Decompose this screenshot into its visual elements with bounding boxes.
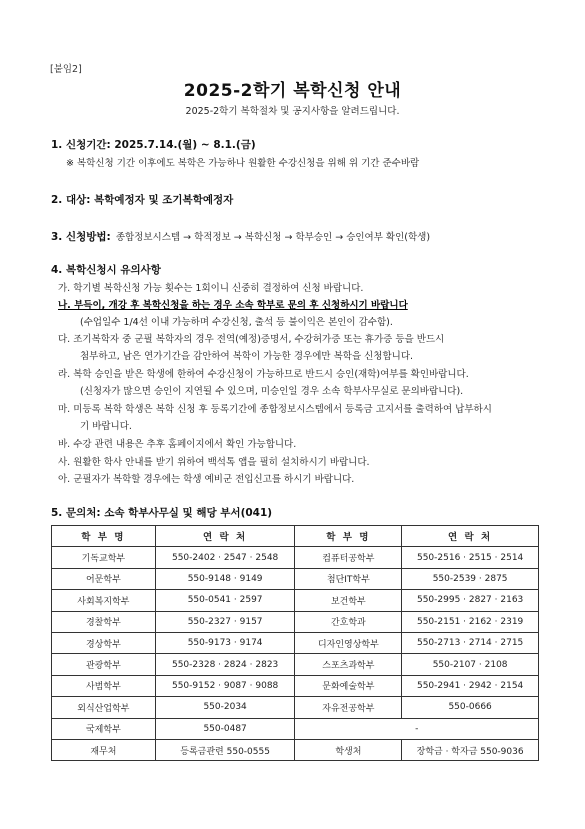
dept-phone: 550-2151 · 2162 · 2319: [402, 611, 539, 632]
section3-text: 종합정보시스템 → 학적정보 → 복학신청 → 학부승인 → 승인여부 확인(학생): [115, 232, 431, 243]
dept-name: 재무처: [52, 739, 156, 760]
dept-name: 어문학부: [52, 568, 156, 589]
section1-note: ※ 복학신청 기간 이후에도 복학은 가능하나 원활한 수강신청을 위해 위 기간 준수바람: [66, 158, 420, 169]
table-row: [52, 611, 539, 632]
dept-phone: 550-2107 · 2108: [402, 654, 539, 675]
dept-name: 컴퓨터공학부: [295, 547, 402, 568]
column-header: 연 락 처: [155, 526, 295, 547]
notice-line: 마. 미등록 복학 학생은 복학 신청 후 등록기간에 종합정보시스템에서 등록금 고지서를 출력하여 납부하시: [58, 404, 492, 415]
notice-line: 바. 수강 관련 내용은 추후 홈페이지에서 확인 가능합니다.: [58, 439, 297, 450]
dept-phone: 550-2941 · 2942 · 2154: [402, 675, 539, 696]
dept-name: 보건학부: [295, 590, 402, 611]
attachment-label: [붙임2]: [50, 64, 82, 75]
notice-line: 아. 군필자가 복학할 경우에는 학생 예비군 전입신고를 하시기 바랍니다.: [58, 474, 355, 485]
table-row: [52, 675, 539, 696]
section3-line: [51, 225, 430, 244]
dept-name: 경상학부: [52, 632, 156, 653]
column-header: 학 부 명: [52, 526, 156, 547]
dept-name: 간호학과: [295, 611, 402, 632]
section2-heading: 2. 대상: 복학예정자 및 조기복학예정자: [51, 194, 234, 206]
dept-name: 국제학부: [52, 718, 156, 739]
dept-name: 사범학부: [52, 675, 156, 696]
dept-phone: 550-9148 · 9149: [155, 568, 295, 589]
contact-table: [51, 525, 539, 761]
notice-line-emphasis: 나. 부득이, 개강 후 복학신청을 하는 경우 소속 학부로 문의 후 신청하시기 바랍니다: [58, 300, 408, 311]
dept-phone: 등록금관련 550-0555: [155, 739, 295, 760]
column-header: 학 부 명: [295, 526, 402, 547]
table-row: [52, 632, 539, 653]
dept-name: 기독교학부: [52, 547, 156, 568]
table-row: [52, 739, 539, 760]
notice-line: (수업일수 1/4선 이내 가능하며 수강신청, 출석 등 불이익은 본인이 감수함).: [80, 317, 393, 328]
section4-heading: 4. 복학신청시 유의사항: [51, 264, 161, 276]
dept-phone: 550-0541 · 2597: [155, 590, 295, 611]
table-row: [52, 654, 539, 675]
notice-line: 첨부하고, 남은 연가기간을 감안하여 복학이 가능한 경우에만 복학을 신청합니다.: [80, 351, 414, 362]
notice-line: 다. 조기복학자 중 군필 복학자의 경우 전역(예정)증명서, 수강허가증 또는 휴가증 등을 반드시: [58, 334, 445, 345]
dept-name: 첨단IT학부: [295, 568, 402, 589]
dept-phone: 장학금 · 학자금 550-9036: [402, 739, 539, 760]
notice-line: 라. 복학 승인을 받은 학생에 한하여 수강신청이 가능하므로 반드시 승인(재학)여부를 확인바랍니다.: [58, 369, 469, 380]
dept-name: 외식산업학부: [52, 697, 156, 718]
dept-name: 경찰학부: [52, 611, 156, 632]
section3-heading: 3. 신청방법:: [51, 231, 111, 243]
dept-name: 관광학부: [52, 654, 156, 675]
table-row: [52, 547, 539, 568]
dept-phone: 550-2539 · 2875: [402, 568, 539, 589]
notice-line: 가. 학기별 복학신청 가능 횟수는 1회이니 신중히 결정하여 신청 바랍니다.: [58, 283, 364, 294]
dept-phone: 550-0487: [155, 718, 295, 739]
table-row: [52, 697, 539, 718]
column-header: 연 락 처: [402, 526, 539, 547]
dept-phone: 550-2516 · 2515 · 2514: [402, 547, 539, 568]
empty-cell: -: [295, 718, 539, 739]
dept-phone: 550-2713 · 2714 · 2715: [402, 632, 539, 653]
dept-name: 학생처: [295, 739, 402, 760]
dept-phone: 550-2328 · 2824 · 2823: [155, 654, 295, 675]
dept-phone: 550-2995 · 2827 · 2163: [402, 590, 539, 611]
notice-line: 사. 원활한 학사 안내를 받기 위하여 백석톡 앱을 필히 설치하시기 바랍니다.: [58, 457, 370, 468]
notice-line: (신청자가 많으면 승인이 지연될 수 있으며, 미승인일 경우 소속 학부사무실로 문의바랍니다).: [80, 386, 464, 397]
table-header-row: [52, 526, 539, 547]
page-subtitle: 2025-2학기 복학절차 및 공지사항을 알려드립니다.: [185, 106, 400, 117]
dept-name: 스포츠과학부: [295, 654, 402, 675]
dept-phone: 550-9173 · 9174: [155, 632, 295, 653]
table-row: [52, 568, 539, 589]
table-row: [52, 718, 539, 739]
section1-heading: 1. 신청기간: 2025.7.14.(월) ~ 8.1.(금): [51, 139, 256, 151]
notice-line: 기 바랍니다.: [80, 421, 132, 432]
dept-phone: 550-2402 · 2547 · 2548: [155, 547, 295, 568]
dept-name: 디자인영상학부: [295, 632, 402, 653]
dept-name: 사회복지학부: [52, 590, 156, 611]
page-title: 2025-2학기 복학신청 안내: [183, 81, 402, 101]
dept-phone: 550-9152 · 9087 · 9088: [155, 675, 295, 696]
dept-phone: 550-0666: [402, 697, 539, 718]
dept-name: 문화예술학부: [295, 675, 402, 696]
dept-name: 자유전공학부: [295, 697, 402, 718]
dept-phone: 550-2034: [155, 697, 295, 718]
section5-heading: 5. 문의처: 소속 학부사무실 및 해당 부서(041): [51, 507, 273, 519]
table-row: [52, 590, 539, 611]
dept-phone: 550-2327 · 9157: [155, 611, 295, 632]
